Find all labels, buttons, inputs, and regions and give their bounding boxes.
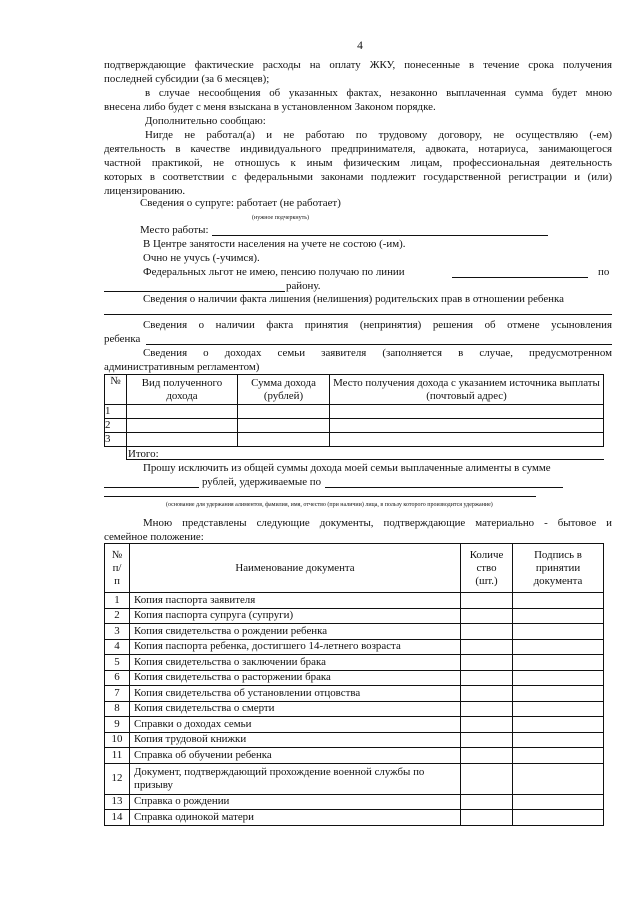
income-place-cell[interactable] <box>330 433 604 447</box>
doc-row-number: 11 <box>105 748 130 764</box>
income-intro-2: административным регламентом) <box>104 361 260 373</box>
district-field[interactable] <box>104 291 285 292</box>
table-row <box>105 624 604 640</box>
doc-row-number: 8 <box>105 701 130 717</box>
spouse-info: Сведения о супруге: работает (не работает) <box>140 197 341 209</box>
page-number: 4 <box>357 40 363 52</box>
income-row-num: 1 <box>105 405 127 419</box>
doc-sign-cell[interactable] <box>513 748 604 764</box>
doc-row-name: Копия паспорта заявителя <box>130 593 461 609</box>
text-line: подтверждающие фактические расходы на оплату ЖКУ, понесенные в течение срока получения <box>104 59 612 71</box>
table-row <box>105 405 604 419</box>
doc-qty-cell[interactable] <box>461 810 513 826</box>
income-sum-cell[interactable] <box>238 433 330 447</box>
doc-row-name: Копия свидетельства о смерти <box>130 701 461 717</box>
text-line: Нигде не работал(а) и не работаю по трудовому договору, не осуществляю (-ем) <box>145 129 612 141</box>
income-col-sum: Сумма дохода (рублей) <box>238 375 330 405</box>
alimony-text-2: рублей, удерживаемые по <box>202 476 322 488</box>
income-row-num: 2 <box>105 419 127 433</box>
doc-qty-cell[interactable] <box>461 794 513 810</box>
pension-line-field[interactable] <box>452 277 588 278</box>
alimony-sum-field[interactable] <box>104 487 199 488</box>
doc-row-number: 3 <box>105 624 130 640</box>
doc-sign-cell[interactable] <box>513 655 604 671</box>
text-line: последней субсидии (за 6 месяцев); <box>104 73 270 85</box>
docs-col-num-l2: п/ <box>112 561 122 574</box>
doc-sign-cell[interactable] <box>513 810 604 826</box>
income-type-cell[interactable] <box>127 433 238 447</box>
alimony-basis-field-2[interactable] <box>104 496 536 497</box>
table-row <box>105 794 604 810</box>
doc-row-number: 2 <box>105 608 130 624</box>
doc-row-name: Справки о доходах семьи <box>130 717 461 733</box>
adoption-text-2: ребенка <box>104 333 141 345</box>
doc-sign-cell[interactable] <box>513 670 604 686</box>
table-row <box>105 763 604 794</box>
income-place-cell[interactable] <box>330 419 604 433</box>
work-place-field[interactable] <box>212 235 548 236</box>
text-line: Дополнительно сообщаю: <box>145 115 266 127</box>
doc-row-name: Документ, подтверждающий прохождение военной службы по призыву <box>130 763 461 794</box>
doc-sign-cell[interactable] <box>513 593 604 609</box>
doc-row-number: 6 <box>105 670 130 686</box>
docs-col-qty <box>461 544 513 593</box>
alimony-hint: (основание для удержания алиментов, фамилия, имя, отчество (при наличии) лица, в пользу которого производится удержание) <box>166 502 493 508</box>
income-col-type: Вид полученного дохода <box>127 375 238 405</box>
study-status: Очно не учусь (-учимся). <box>143 252 260 264</box>
doc-sign-cell[interactable] <box>513 732 604 748</box>
docs-col-sign-l1: Подпись в <box>534 548 582 561</box>
table-row <box>105 419 604 433</box>
adoption-field[interactable] <box>146 344 612 345</box>
documents-table <box>104 543 604 826</box>
alimony-text: Прошу исключить из общей суммы дохода моей семьи выплаченные алименты в сумме <box>143 462 551 474</box>
income-intro: Сведения о доходах семьи заявителя (заполняется в случае, предусмотренном <box>143 347 612 359</box>
doc-sign-cell[interactable] <box>513 794 604 810</box>
employment-center: В Центре занятости населения на учете не состою (-им). <box>143 238 406 250</box>
doc-row-name: Справка о рождении <box>130 794 461 810</box>
doc-qty-cell[interactable] <box>461 686 513 702</box>
table-row <box>105 717 604 733</box>
income-table <box>104 374 604 447</box>
doc-row-name: Копия паспорта супруга (супруги) <box>130 608 461 624</box>
docs-col-qty-l1: Количе <box>469 548 504 561</box>
doc-qty-cell[interactable] <box>461 608 513 624</box>
doc-row-number: 13 <box>105 794 130 810</box>
table-row <box>105 748 604 764</box>
alimony-basis-field[interactable] <box>325 487 563 488</box>
doc-sign-cell[interactable] <box>513 639 604 655</box>
doc-qty-cell[interactable] <box>461 670 513 686</box>
doc-row-number: 9 <box>105 717 130 733</box>
table-row <box>105 670 604 686</box>
doc-row-number: 1 <box>105 593 130 609</box>
text-line: лицензированию. <box>104 185 186 197</box>
total-underline <box>126 459 604 460</box>
income-sum-cell[interactable] <box>238 405 330 419</box>
doc-qty-cell[interactable] <box>461 655 513 671</box>
doc-sign-cell[interactable] <box>513 717 604 733</box>
income-total-label: Итого: <box>128 448 159 460</box>
docs-col-sign-l2: принятии <box>535 561 581 574</box>
doc-qty-cell[interactable] <box>461 732 513 748</box>
benefits-by: по <box>598 266 610 278</box>
doc-sign-cell[interactable] <box>513 608 604 624</box>
table-row <box>105 701 604 717</box>
total-divider <box>126 446 127 460</box>
doc-row-number: 12 <box>105 763 130 794</box>
work-place-label: Место работы: <box>140 224 209 236</box>
doc-sign-cell[interactable] <box>513 686 604 702</box>
docs-col-qty-l2: ство <box>476 561 497 574</box>
docs-intro-2: семейное положение: <box>104 531 204 543</box>
doc-row-name: Копия трудовой книжки <box>130 732 461 748</box>
docs-col-sign <box>513 544 604 593</box>
income-col-num: № <box>105 375 127 405</box>
doc-row-number: 7 <box>105 686 130 702</box>
doc-row-name: Справка об обучении ребенка <box>130 748 461 764</box>
table-row <box>105 608 604 624</box>
doc-qty-cell[interactable] <box>461 624 513 640</box>
income-type-cell[interactable] <box>127 419 238 433</box>
docs-col-sign-l3: документа <box>533 574 583 587</box>
table-row <box>105 433 604 447</box>
table-row <box>105 686 604 702</box>
text-line: в случае несообщения об указанных фактах, незаконно выплаченная сумма будет мною <box>145 87 612 99</box>
doc-qty-cell[interactable] <box>461 639 513 655</box>
income-sum-cell[interactable] <box>238 419 330 433</box>
doc-row-number: 5 <box>105 655 130 671</box>
docs-col-num-l3: п <box>114 574 120 587</box>
docs-col-name: Наименование документа <box>130 544 461 593</box>
doc-row-name: Копия свидетельства о заключении брака <box>130 655 461 671</box>
district-label: району. <box>286 280 321 292</box>
doc-row-number: 10 <box>105 732 130 748</box>
doc-qty-cell[interactable] <box>461 748 513 764</box>
doc-qty-cell[interactable] <box>461 701 513 717</box>
doc-row-number: 14 <box>105 810 130 826</box>
table-row <box>105 593 604 609</box>
text-line: частной практикой, не отношусь к иным физическим лицам, профессиональная деятельность <box>104 157 612 169</box>
doc-qty-cell[interactable] <box>461 717 513 733</box>
table-row <box>105 732 604 748</box>
doc-sign-cell[interactable] <box>513 624 604 640</box>
parental-rights-field[interactable] <box>104 314 612 315</box>
text-line: деятельность в качестве индивидуального предпринимателя, адвоката, нотариуса, занимающегося <box>104 143 612 155</box>
parental-rights-text: Сведения о наличии факта лишения (нелишения) родительских прав в отношении ребенка <box>143 293 564 305</box>
doc-qty-cell[interactable] <box>461 593 513 609</box>
doc-row-number: 4 <box>105 639 130 655</box>
docs-col-num-l1: № <box>111 548 123 561</box>
text-line: внесена либо будет с меня взыскана в установленном Законом порядке. <box>104 101 436 113</box>
doc-sign-cell[interactable] <box>513 701 604 717</box>
underline-hint: (нужное подчеркнуть) <box>252 215 309 221</box>
text-line: которых в соответствии с федеральными законами подлежит государственной регистрации и (или) <box>104 171 612 183</box>
doc-qty-cell[interactable] <box>461 763 513 794</box>
docs-col-qty-l3: (шт.) <box>475 574 498 587</box>
doc-row-name: Копия свидетельства о рождении ребенка <box>130 624 461 640</box>
adoption-text: Сведения о наличии факта принятия (непринятия) решения об отмене усыновления <box>143 319 612 331</box>
income-row-num: 3 <box>105 433 127 447</box>
income-place-cell[interactable] <box>330 405 604 419</box>
doc-row-name: Копия свидетельства о расторжении брака <box>130 670 461 686</box>
income-col-place: Место получения дохода с указанием источника выплаты (почтовый адрес) <box>330 375 604 405</box>
benefits-text: Федеральных льгот не имею, пенсию получаю по линии <box>143 266 405 278</box>
doc-row-name: Справка одинокой матери <box>130 810 461 826</box>
doc-row-name: Копия паспорта ребенка, достигшего 14-летнего возраста <box>130 639 461 655</box>
docs-intro: Мною представлены следующие документы, подтверждающие материально - бытовое и <box>143 517 612 529</box>
doc-row-name: Копия свидетельства об установлении отцовства <box>130 686 461 702</box>
doc-sign-cell[interactable] <box>513 763 604 794</box>
income-type-cell[interactable] <box>127 405 238 419</box>
table-row <box>105 655 604 671</box>
table-row <box>105 639 604 655</box>
table-row <box>105 810 604 826</box>
docs-col-num <box>105 544 130 593</box>
